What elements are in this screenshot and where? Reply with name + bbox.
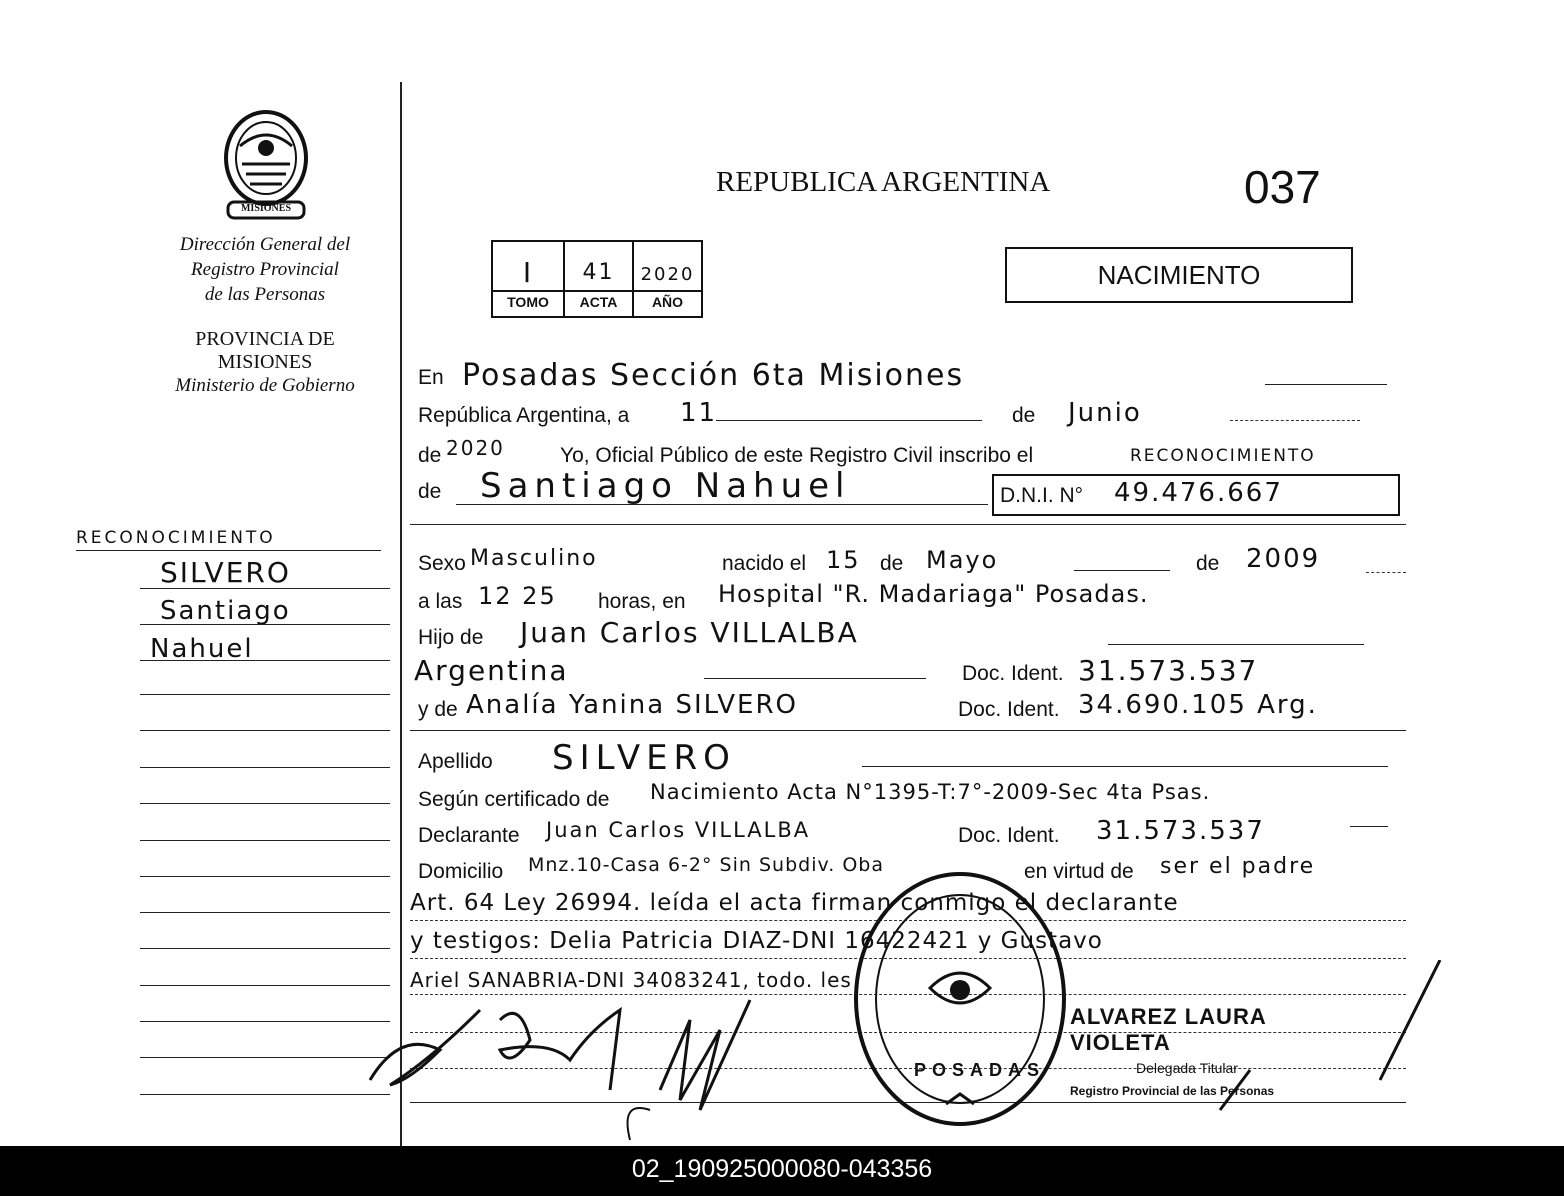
horas-label: horas, en xyxy=(598,590,686,613)
record-type-box xyxy=(1005,247,1353,303)
doc3-label: Doc. Ident. xyxy=(958,824,1060,847)
declarante-doc: 31.573.537 xyxy=(1096,816,1265,846)
office-line: de las Personas xyxy=(204,284,326,305)
province-line: PROVINCIA DE xyxy=(195,328,335,350)
dni-label: D.N.I. N° xyxy=(1000,484,1084,507)
province-name xyxy=(140,328,390,397)
place-value: Hospital "R. Madariaga" Posadas. xyxy=(718,580,1149,608)
name-value: Santiago Nahuel xyxy=(480,466,851,506)
margin-note-line: Santiago xyxy=(160,596,291,626)
father-nationality: Argentina xyxy=(414,654,569,687)
acta-line-c: Ariel SANABRIA-DNI 34083241, todo. les xyxy=(410,968,852,992)
dni-box xyxy=(992,474,1400,516)
sexo-label: Sexo xyxy=(418,552,466,575)
official-round-seal xyxy=(850,868,1070,1130)
round-seal-text: POSADAS xyxy=(914,1060,1046,1080)
tomo-acta-anio-table xyxy=(491,240,703,318)
officer-office: Registro Provincial de las Personas xyxy=(1070,1084,1275,1098)
anio-value: 2020 xyxy=(640,264,695,285)
margin-note-line: SILVERO xyxy=(160,556,291,589)
acta-line-b: y testigos: Delia Patricia DIAZ-DNI 16422421 y Gustavo xyxy=(410,928,1103,954)
segun-label: Según certificado de xyxy=(418,788,610,811)
de-label: de xyxy=(1012,404,1036,427)
segun-value: Nacimiento Acta N°1395-T:7°-2009-Sec 4ta Psas. xyxy=(650,780,1211,804)
anio-label: AÑO xyxy=(651,294,684,310)
domicilio-value: Mnz.10-Casa 6-2° Sin Subdiv. Oba xyxy=(528,854,884,876)
margin-note-line: Nahuel xyxy=(150,634,254,664)
mother-doc: 34.690.105 Arg. xyxy=(1078,690,1318,720)
seal-label: MISIONES xyxy=(240,203,291,214)
record-number: 037 xyxy=(1244,161,1321,213)
birth-year: 2009 xyxy=(1246,544,1321,574)
signatures xyxy=(360,990,860,1150)
domicilio-label: Domicilio xyxy=(418,860,504,883)
yde-label: y de xyxy=(418,698,458,721)
virtud-label: en virtud de xyxy=(1024,860,1134,883)
day-value: 11 xyxy=(680,398,718,428)
declarante-label: Declarante xyxy=(418,824,520,847)
month-value: Junio xyxy=(1068,398,1142,428)
record-type: NACIMIENTO xyxy=(1097,260,1261,290)
apellido-label: Apellido xyxy=(418,750,493,773)
virtud-value: ser el padre xyxy=(1160,854,1316,879)
document-code: 02_190925000080-043356 xyxy=(631,1155,933,1183)
en-value: Posadas Sección 6ta Misiones xyxy=(462,358,965,393)
coat-of-arms-seal xyxy=(218,106,314,222)
footer-bar xyxy=(0,1146,1564,1196)
mother-value: Analía Yanina SILVERO xyxy=(466,690,798,720)
tomo-value: I xyxy=(522,256,534,289)
nacido-label: nacido el xyxy=(722,552,807,575)
father-doc: 31.573.537 xyxy=(1078,654,1259,687)
alas-label: a las xyxy=(418,590,463,613)
de5-label: de xyxy=(1196,552,1220,575)
hijo-label: Hijo de xyxy=(418,626,484,649)
country-title: REPUBLICA ARGENTINA xyxy=(716,166,1051,198)
birth-month: Mayo xyxy=(926,546,999,574)
doc-label: Doc. Ident. xyxy=(962,662,1064,685)
sexo-value: Masculino xyxy=(470,546,598,571)
dni-value: 49.476.667 xyxy=(1114,478,1283,508)
officer-stamp xyxy=(1070,1004,1370,1098)
de2-label: de xyxy=(418,444,442,467)
rep-label: República Argentina, a xyxy=(418,404,630,427)
officer-title: Delegada Titular xyxy=(1136,1060,1238,1076)
acta-label: ACTA xyxy=(579,294,618,310)
declarante-value: Juan Carlos VILLALBA xyxy=(546,818,811,842)
en-label: En xyxy=(418,366,444,389)
office-name xyxy=(140,232,390,307)
oficial-text: Yo, Oficial Público de este Registro Civil inscribo el xyxy=(560,444,1034,467)
de3-label: de xyxy=(418,480,442,503)
vertical-divider xyxy=(400,82,402,1146)
birth-day: 15 xyxy=(826,546,861,574)
doc2-label: Doc. Ident. xyxy=(958,698,1060,721)
margin-rule xyxy=(76,550,381,551)
office-line: Dirección General del xyxy=(179,234,351,255)
year-value: 2020 xyxy=(446,436,505,460)
de4-label: de xyxy=(880,552,904,575)
section-rule xyxy=(410,524,1406,525)
father-value: Juan Carlos VILLALBA xyxy=(520,616,859,649)
apellido-value: SILVERO xyxy=(552,738,736,778)
office-line: Registro Provincial xyxy=(191,259,339,280)
officer-name: ALVAREZ LAURA VIOLETA xyxy=(1070,1004,1266,1055)
province-line: MISIONES xyxy=(217,351,313,373)
hour-value: 12 25 xyxy=(478,582,557,610)
inscribo-value: RECONOCIMIENTO xyxy=(1130,446,1316,466)
section-rule-2 xyxy=(410,730,1406,731)
acta-line-a: Art. 64 Ley 26994. leída el acta firman conmigo el declarante xyxy=(410,890,1179,916)
ministry: Ministerio de Gobierno xyxy=(175,375,355,396)
acta-value: 41 xyxy=(582,260,615,285)
margin-note-title: RECONOCIMIENTO xyxy=(76,528,276,548)
tomo-label: TOMO xyxy=(507,294,549,310)
